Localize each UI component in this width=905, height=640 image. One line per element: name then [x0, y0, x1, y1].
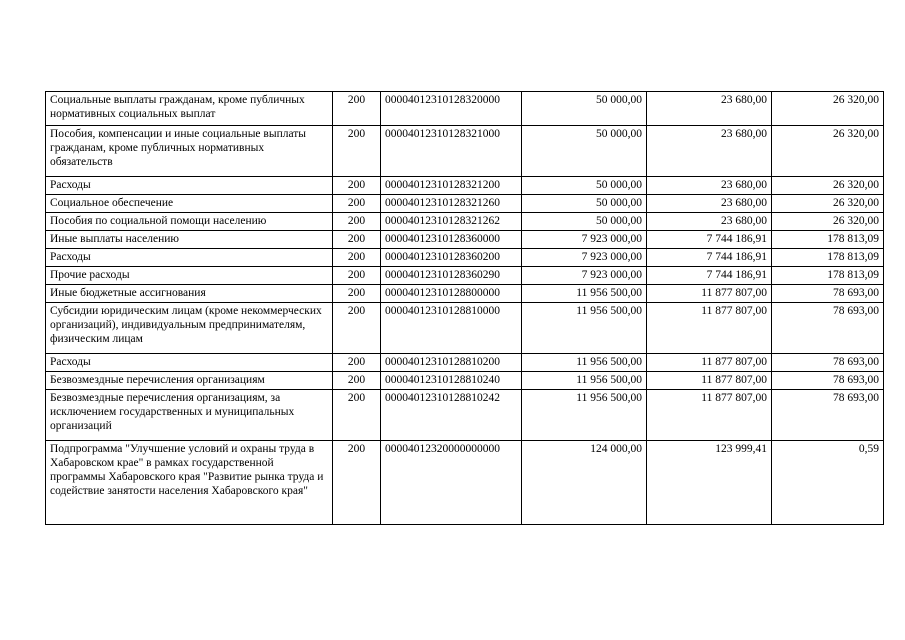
row-code-cell: 200 [333, 213, 381, 231]
row-name-cell: Расходы [46, 354, 333, 372]
row-code-cell: 200 [333, 249, 381, 267]
row-name-cell: Расходы [46, 249, 333, 267]
row-approved-cell: 50 000,00 [522, 126, 647, 177]
table-row [46, 390, 884, 441]
row-approved-cell: 7 923 000,00 [522, 249, 647, 267]
row-name-cell: Прочие расходы [46, 267, 333, 285]
row-code-cell: 200 [333, 354, 381, 372]
row-code-cell: 200 [333, 390, 381, 441]
row-code-cell: 200 [333, 372, 381, 390]
row-name-cell: Иные бюджетные ассигнования [46, 285, 333, 303]
row-approved-cell: 50 000,00 [522, 177, 647, 195]
row-approved-cell: 7 923 000,00 [522, 267, 647, 285]
row-name-cell: Субсидии юридическим лицам (кроме некоммерческих организаций), индивидуальным предпринимателям, физическим лицам [46, 303, 333, 354]
row-approved-cell: 50 000,00 [522, 213, 647, 231]
row-name-cell: Подпрограмма "Улучшение условий и охраны труда в Хабаровском крае" в рамках государственной программы Хабаровского края "Развитие рынка труда и содействие занятости населения Хабаровского края" [46, 441, 333, 525]
table-row [46, 354, 884, 372]
row-remainder-cell: 26 320,00 [772, 177, 884, 195]
row-kbk-cell: 00004012310128810242 [381, 390, 522, 441]
row-kbk-cell: 00004012310128360290 [381, 267, 522, 285]
table-row [46, 267, 884, 285]
row-executed-cell: 11 877 807,00 [647, 372, 772, 390]
table-row [46, 177, 884, 195]
row-code-cell: 200 [333, 231, 381, 249]
row-approved-cell: 11 956 500,00 [522, 372, 647, 390]
row-kbk-cell: 00004012310128321262 [381, 213, 522, 231]
row-code-cell: 200 [333, 126, 381, 177]
table-row [46, 195, 884, 213]
row-remainder-cell: 78 693,00 [772, 372, 884, 390]
row-remainder-cell: 78 693,00 [772, 390, 884, 441]
row-code-cell: 200 [333, 177, 381, 195]
budget-execution-table [45, 91, 884, 525]
row-kbk-cell: 00004012310128810000 [381, 303, 522, 354]
row-kbk-cell: 00004012310128810200 [381, 354, 522, 372]
row-approved-cell: 11 956 500,00 [522, 390, 647, 441]
row-executed-cell: 123 999,41 [647, 441, 772, 525]
table-row [46, 92, 884, 126]
row-remainder-cell: 26 320,00 [772, 92, 884, 126]
row-executed-cell: 11 877 807,00 [647, 354, 772, 372]
row-executed-cell: 23 680,00 [647, 195, 772, 213]
table-row [46, 285, 884, 303]
table-body [46, 92, 884, 525]
row-approved-cell: 50 000,00 [522, 195, 647, 213]
row-remainder-cell: 26 320,00 [772, 195, 884, 213]
row-approved-cell: 50 000,00 [522, 92, 647, 126]
row-remainder-cell: 178 813,09 [772, 231, 884, 249]
row-kbk-cell: 00004012310128360200 [381, 249, 522, 267]
row-name-cell: Пособия, компенсации и иные социальные выплаты гражданам, кроме публичных нормативных обязательств [46, 126, 333, 177]
row-kbk-cell: 00004012320000000000 [381, 441, 522, 525]
row-remainder-cell: 178 813,09 [772, 267, 884, 285]
table-row [46, 441, 884, 525]
row-kbk-cell: 00004012310128321260 [381, 195, 522, 213]
row-executed-cell: 11 877 807,00 [647, 390, 772, 441]
row-executed-cell: 11 877 807,00 [647, 285, 772, 303]
row-approved-cell: 7 923 000,00 [522, 231, 647, 249]
row-kbk-cell: 00004012310128810240 [381, 372, 522, 390]
row-approved-cell: 11 956 500,00 [522, 285, 647, 303]
table-row [46, 213, 884, 231]
row-executed-cell: 23 680,00 [647, 177, 772, 195]
row-name-cell: Социальное обеспечение [46, 195, 333, 213]
row-executed-cell: 11 877 807,00 [647, 303, 772, 354]
row-approved-cell: 124 000,00 [522, 441, 647, 525]
table-row [46, 249, 884, 267]
row-remainder-cell: 78 693,00 [772, 303, 884, 354]
row-code-cell: 200 [333, 92, 381, 126]
table-row [46, 126, 884, 177]
table-row [46, 231, 884, 249]
row-name-cell: Иные выплаты населению [46, 231, 333, 249]
row-kbk-cell: 00004012310128360000 [381, 231, 522, 249]
row-code-cell: 200 [333, 303, 381, 354]
row-kbk-cell: 00004012310128321200 [381, 177, 522, 195]
row-remainder-cell: 178 813,09 [772, 249, 884, 267]
table-row [46, 303, 884, 354]
row-executed-cell: 23 680,00 [647, 126, 772, 177]
row-approved-cell: 11 956 500,00 [522, 303, 647, 354]
row-executed-cell: 7 744 186,91 [647, 249, 772, 267]
row-executed-cell: 7 744 186,91 [647, 267, 772, 285]
row-remainder-cell: 0,59 [772, 441, 884, 525]
row-code-cell: 200 [333, 285, 381, 303]
row-name-cell: Расходы [46, 177, 333, 195]
row-approved-cell: 11 956 500,00 [522, 354, 647, 372]
row-kbk-cell: 00004012310128320000 [381, 92, 522, 126]
row-code-cell: 200 [333, 267, 381, 285]
row-remainder-cell: 78 693,00 [772, 354, 884, 372]
table-row [46, 372, 884, 390]
row-remainder-cell: 78 693,00 [772, 285, 884, 303]
row-name-cell: Безвозмездные перечисления организациям, за исключением государственных и муниципальных организаций [46, 390, 333, 441]
row-code-cell: 200 [333, 441, 381, 525]
row-executed-cell: 7 744 186,91 [647, 231, 772, 249]
row-name-cell: Социальные выплаты гражданам, кроме публичных нормативных социальных выплат [46, 92, 333, 126]
row-remainder-cell: 26 320,00 [772, 213, 884, 231]
row-kbk-cell: 00004012310128321000 [381, 126, 522, 177]
row-code-cell: 200 [333, 195, 381, 213]
row-executed-cell: 23 680,00 [647, 92, 772, 126]
row-kbk-cell: 00004012310128800000 [381, 285, 522, 303]
row-name-cell: Безвозмездные перечисления организациям [46, 372, 333, 390]
row-remainder-cell: 26 320,00 [772, 126, 884, 177]
row-executed-cell: 23 680,00 [647, 213, 772, 231]
row-name-cell: Пособия по социальной помощи населению [46, 213, 333, 231]
